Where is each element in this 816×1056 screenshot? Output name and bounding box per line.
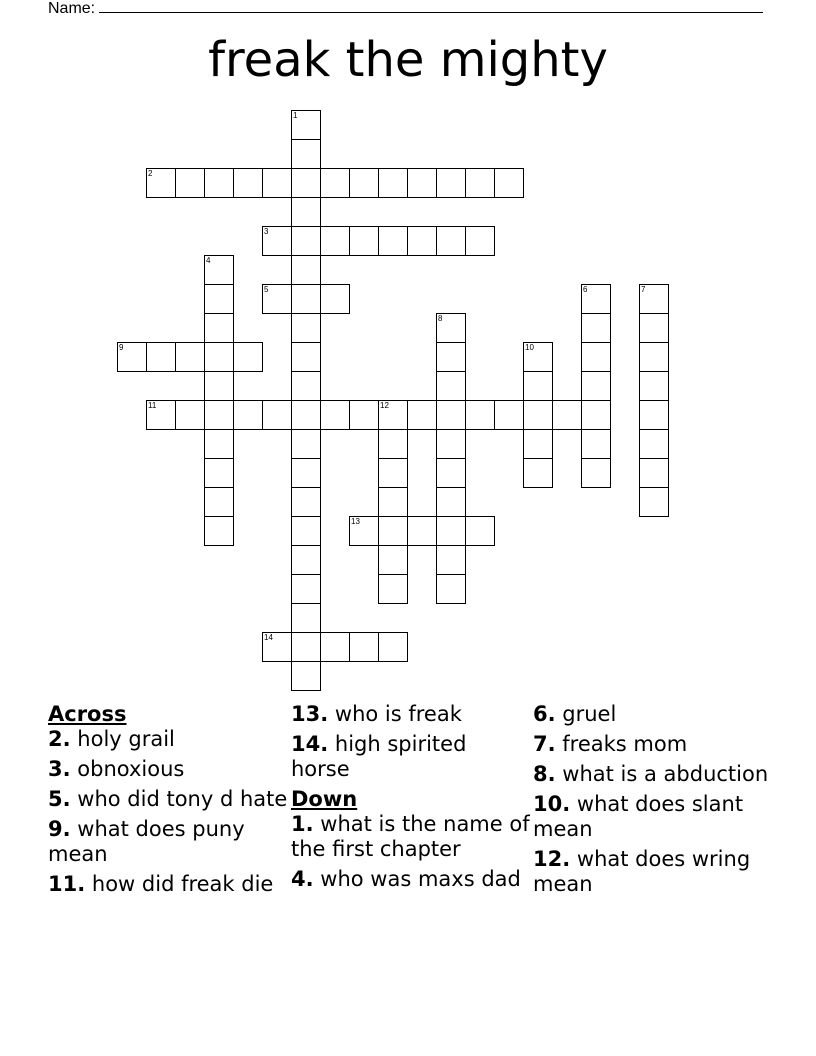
clue-number: 14. [291, 732, 329, 756]
grid-cell[interactable] [291, 661, 321, 691]
grid-cell[interactable] [204, 313, 234, 343]
clue-number: 3. [48, 757, 71, 781]
clue-number: 2. [48, 727, 71, 751]
clue-down-10 [533, 792, 773, 842]
clue-down-12 [533, 847, 773, 897]
grid-cell[interactable] [204, 371, 234, 401]
grid-cell[interactable] [407, 400, 437, 430]
grid-cell[interactable] [204, 168, 234, 198]
grid-cell[interactable] [233, 400, 263, 430]
grid-cell[interactable] [378, 458, 408, 488]
grid-cell[interactable] [320, 400, 350, 430]
grid-cell[interactable] [349, 168, 379, 198]
clue-number: 9. [48, 817, 71, 841]
grid-cell[interactable] [639, 371, 669, 401]
puzzle-title: freak the mighty [208, 32, 608, 88]
clue-down-1 [291, 812, 531, 862]
grid-cell[interactable] [378, 487, 408, 517]
grid-cell[interactable] [291, 139, 321, 169]
clue-text: who is freak [334, 702, 462, 726]
cell-number: 5 [264, 285, 269, 294]
clue-across-13 [291, 702, 531, 727]
grid-cell[interactable] [639, 342, 669, 372]
clue-text: what does wring mean [533, 847, 751, 896]
clue-across-2 [48, 727, 288, 752]
grid-cell[interactable] [639, 313, 669, 343]
grid-cell[interactable] [436, 342, 466, 372]
grid-cell[interactable] [262, 632, 292, 662]
grid-cell[interactable] [523, 458, 553, 488]
cell-number: 10 [525, 343, 534, 352]
grid-cell[interactable] [523, 371, 553, 401]
grid-cell[interactable] [349, 226, 379, 256]
grid-cell[interactable] [581, 342, 611, 372]
grid-cell[interactable] [291, 168, 321, 198]
grid-cell[interactable] [436, 516, 466, 546]
clue-number: 10. [533, 792, 571, 816]
grid-cell[interactable] [175, 342, 205, 372]
grid-cell[interactable] [291, 632, 321, 662]
grid-cell[interactable] [378, 226, 408, 256]
grid-cell[interactable] [378, 400, 408, 430]
grid-cell[interactable] [320, 284, 350, 314]
grid-cell[interactable] [204, 284, 234, 314]
grid-cell[interactable] [378, 574, 408, 604]
grid-cell[interactable] [581, 429, 611, 459]
clue-down-8 [533, 762, 773, 787]
grid-cell[interactable] [349, 516, 379, 546]
grid-cell[interactable] [291, 371, 321, 401]
grid-cell[interactable] [291, 197, 321, 227]
clue-text: how did freak die [91, 872, 274, 896]
clue-down-7 [533, 732, 773, 757]
clue-number: 13. [291, 702, 329, 726]
grid-cell[interactable] [233, 168, 263, 198]
grid-cell[interactable] [436, 371, 466, 401]
grid-cell[interactable] [204, 400, 234, 430]
grid-cell[interactable] [204, 255, 234, 285]
grid-cell[interactable] [436, 458, 466, 488]
cell-number: 11 [148, 401, 157, 410]
grid-cell[interactable] [233, 342, 263, 372]
grid-cell[interactable] [465, 400, 495, 430]
cell-number: 9 [119, 343, 124, 352]
grid-cell[interactable] [407, 516, 437, 546]
grid-cell[interactable] [291, 574, 321, 604]
grid-cell[interactable] [117, 342, 147, 372]
name-label: Name: [48, 0, 96, 17]
clue-number: 7. [533, 732, 556, 756]
grid-cell[interactable] [581, 458, 611, 488]
grid-cell[interactable] [639, 400, 669, 430]
grid-cell[interactable] [204, 516, 234, 546]
cell-number: 3 [264, 227, 269, 236]
cell-number: 6 [583, 285, 588, 294]
grid-cell[interactable] [320, 632, 350, 662]
grid-cell[interactable] [320, 168, 350, 198]
grid-cell[interactable] [204, 487, 234, 517]
grid-cell[interactable] [291, 458, 321, 488]
grid-cell[interactable] [465, 516, 495, 546]
clue-number: 11. [48, 872, 86, 896]
grid-cell[interactable] [204, 342, 234, 372]
grid-cell[interactable] [175, 400, 205, 430]
grid-cell[interactable] [262, 284, 292, 314]
grid-cell[interactable] [262, 168, 292, 198]
grid-cell[interactable] [436, 313, 466, 343]
grid-cell[interactable] [436, 487, 466, 517]
down-heading: Down [291, 787, 358, 811]
grid-cell[interactable] [291, 429, 321, 459]
cell-number: 7 [641, 285, 646, 294]
clue-across-9 [48, 817, 288, 867]
clue-across-14 [291, 732, 531, 782]
grid-cell[interactable] [146, 168, 176, 198]
grid-cell[interactable] [639, 487, 669, 517]
grid-cell[interactable] [407, 226, 437, 256]
cell-number: 2 [148, 169, 153, 178]
grid-cell[interactable] [465, 226, 495, 256]
cell-number: 4 [206, 256, 211, 265]
grid-cell[interactable] [378, 168, 408, 198]
grid-cell[interactable] [639, 284, 669, 314]
clue-text: gruel [562, 702, 617, 726]
clue-number: 4. [291, 867, 314, 891]
grid-cell[interactable] [552, 400, 582, 430]
clue-down-6 [533, 702, 773, 727]
grid-cell[interactable] [581, 313, 611, 343]
across-heading: Across [48, 702, 127, 726]
clue-text: high spirited horse [291, 732, 467, 781]
grid-cell[interactable] [146, 342, 176, 372]
grid-cell[interactable] [436, 226, 466, 256]
grid-cell[interactable] [349, 400, 379, 430]
grid-cell[interactable] [378, 632, 408, 662]
grid-cell[interactable] [291, 226, 321, 256]
clue-across-5 [48, 787, 288, 812]
grid-cell[interactable] [204, 429, 234, 459]
grid-cell[interactable] [262, 400, 292, 430]
grid-cell[interactable] [436, 429, 466, 459]
clue-number: 12. [533, 847, 571, 871]
grid-cell[interactable] [494, 168, 524, 198]
grid-cell[interactable] [639, 429, 669, 459]
grid-cell[interactable] [436, 545, 466, 575]
grid-cell[interactable] [378, 516, 408, 546]
grid-cell[interactable] [581, 371, 611, 401]
clue-text: what is a abduction [562, 762, 769, 786]
grid-cell[interactable] [291, 284, 321, 314]
grid-cell[interactable] [175, 168, 205, 198]
grid-cell[interactable] [378, 429, 408, 459]
clue-number: 5. [48, 787, 71, 811]
clue-text: holy grail [77, 727, 175, 751]
cell-number: 8 [438, 314, 443, 323]
cell-number: 13 [351, 517, 360, 526]
grid-cell[interactable] [146, 400, 176, 430]
grid-cell[interactable] [320, 226, 350, 256]
grid-cell[interactable] [291, 255, 321, 285]
clue-text: what does puny mean [48, 817, 245, 866]
grid-cell[interactable] [523, 342, 553, 372]
grid-cell[interactable] [291, 487, 321, 517]
clues-column-3 [533, 702, 773, 902]
grid-cell[interactable] [436, 168, 466, 198]
clue-number: 8. [533, 762, 556, 786]
clue-text: what is the name of the first chapter [291, 812, 530, 861]
grid-cell[interactable] [291, 516, 321, 546]
clue-number: 6. [533, 702, 556, 726]
grid-cell[interactable] [523, 429, 553, 459]
grid-cell[interactable] [436, 574, 466, 604]
clue-text: who did tony d hate [77, 787, 288, 811]
grid-cell[interactable] [291, 400, 321, 430]
cell-number: 12 [380, 401, 389, 410]
clue-text: what does slant mean [533, 792, 744, 841]
grid-cell[interactable] [349, 632, 379, 662]
grid-cell[interactable] [407, 168, 437, 198]
grid-cell[interactable] [494, 400, 524, 430]
grid-cell[interactable] [378, 545, 408, 575]
grid-cell[interactable] [639, 458, 669, 488]
grid-cell[interactable] [465, 168, 495, 198]
clue-text: freaks mom [562, 732, 688, 756]
grid-cell[interactable] [581, 400, 611, 430]
grid-cell[interactable] [291, 545, 321, 575]
grid-cell[interactable] [291, 342, 321, 372]
clues-column-2 [291, 702, 531, 897]
clue-text: who was maxs dad [320, 867, 521, 891]
clue-down-4 [291, 867, 531, 892]
clue-across-11 [48, 872, 288, 897]
grid-cell[interactable] [291, 110, 321, 140]
clue-number: 1. [291, 812, 314, 836]
clue-across-3 [48, 757, 288, 782]
grid-cell[interactable] [436, 400, 466, 430]
grid-cell[interactable] [204, 458, 234, 488]
clue-text: obnoxious [77, 757, 185, 781]
grid-cell[interactable] [581, 284, 611, 314]
clues-column-1 [48, 702, 288, 902]
cell-number: 14 [264, 633, 273, 642]
grid-cell[interactable] [291, 603, 321, 633]
grid-cell[interactable] [523, 400, 553, 430]
grid-cell[interactable] [262, 226, 292, 256]
grid-cell[interactable] [291, 313, 321, 343]
cell-number: 1 [293, 111, 298, 120]
